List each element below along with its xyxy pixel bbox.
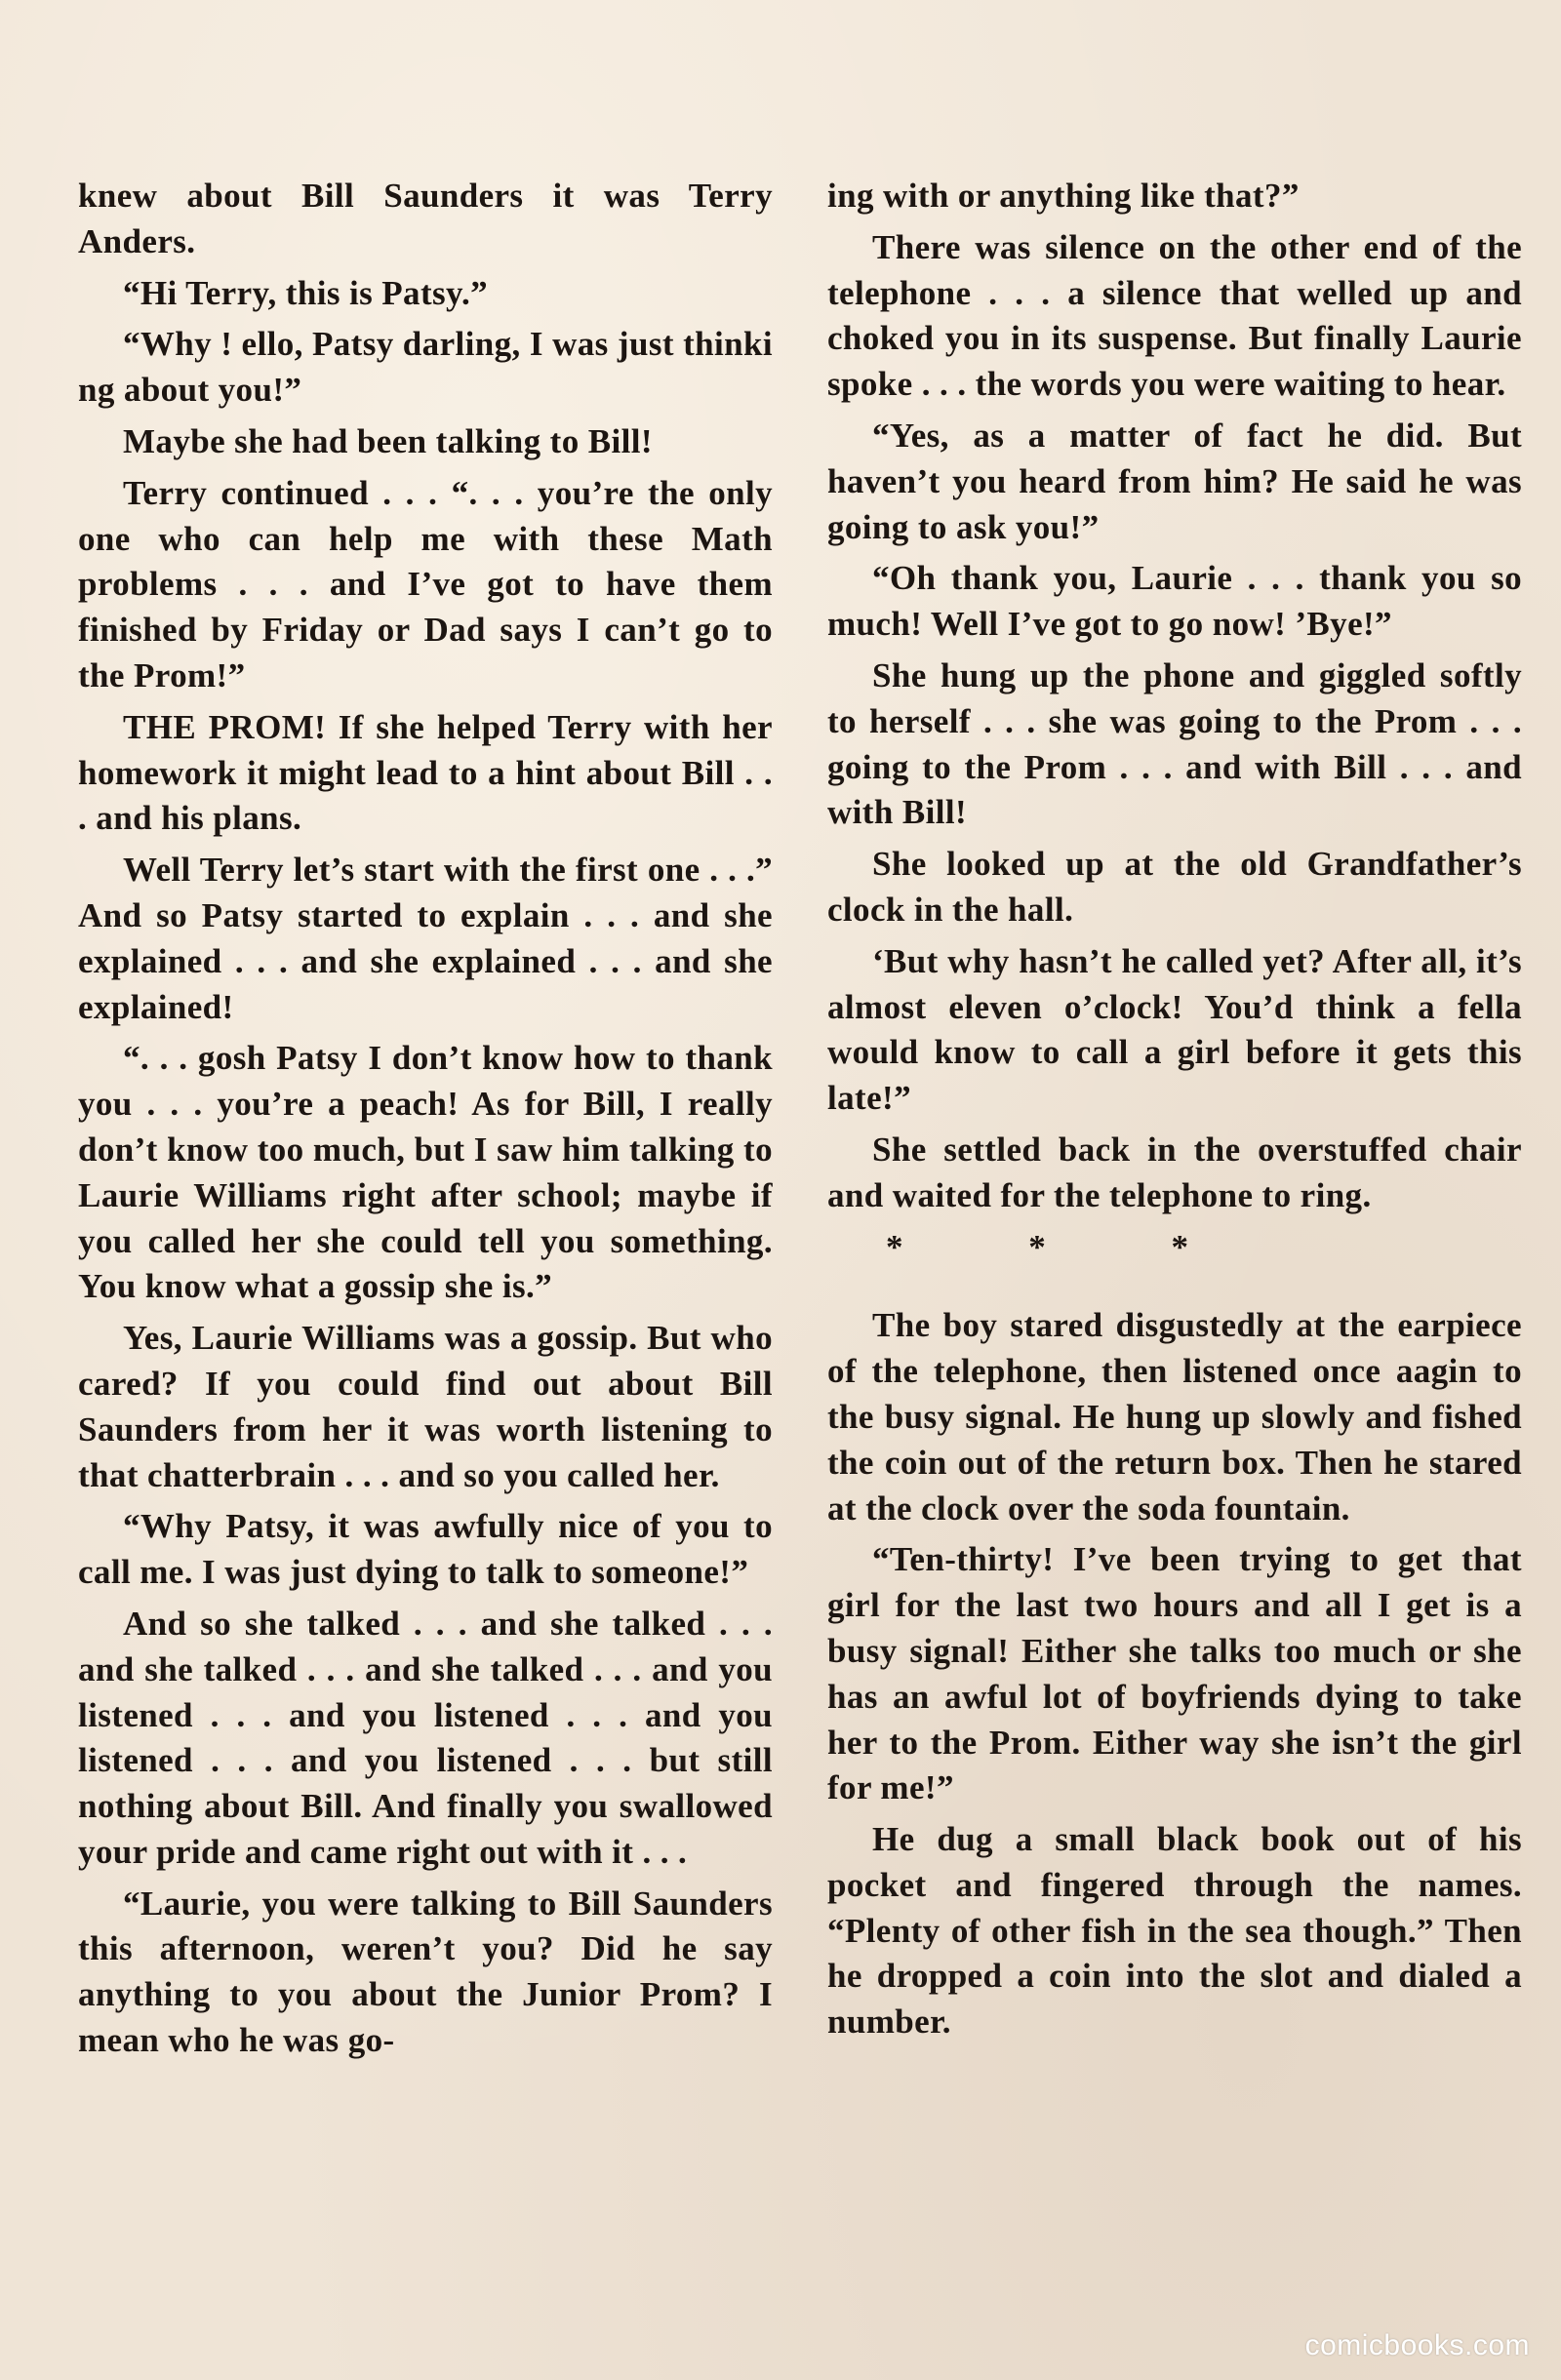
paragraph: She settled back in the overstuffed chair and waited for the telephone to ring. (827, 1130, 1522, 1214)
paragraph: There was silence on the other end of the telephone . . . a silence that welled up and choked you in its suspense. But finally Laurie spoke . . . the words you were waiting to hear. (827, 227, 1522, 404)
paragraph: “Ten-thirty! I’ve been trying to get that girl for the last two hours and all I get is a busy signal! Either she talks too much or she has an awful lot of boyfriends dying to take her to the Prom. Either way she isn’t the girl for me!” (827, 1540, 1522, 1807)
paragraph: “Yes, as a matter of fact he did. But haven’t you heard from him? He said he was going to ask you!” (827, 416, 1522, 546)
paragraph: ing with or anything like that?” (827, 177, 1300, 215)
paragraph: “Hi Terry, this is Patsy.” (123, 273, 489, 312)
paragraph: Terry continued . . . “. . . you’re the only one who can help me with these Math problems . . . and I’ve got to have them finished by Friday or Dad says I can’t go to the Prom!” (78, 473, 773, 694)
left-text-column (78, 174, 773, 2070)
paragraph: ‘But why hasn’t he called yet? After all, it’s almost eleven o’clock! You’d think a fella would know to call a girl before it gets this late!” (827, 941, 1522, 1118)
paragraph: THE PROM! If she helped Terry with her homework it might lead to a hint about Bill . . . and his plans. (78, 707, 773, 838)
scene-break-separator: * * * (886, 1227, 1247, 1266)
paragraph: She looked up at the old Grandfather’s clock in the hall. (827, 845, 1522, 929)
site-watermark: comicbooks.com (1304, 2329, 1530, 2361)
right-text-column (827, 174, 1522, 2051)
paragraph: He dug a small black book out of his pocket and fingered through the names. “Plenty of other fish in the sea though.” Then he dropped a coin into the slot and dialed a number. (827, 1820, 1522, 2042)
paragraph: Well Terry let’s start with the first one . . .” And so Patsy started to explain . . . and she explained . . . and she explained . . . and she explained! (78, 851, 773, 1026)
paragraph: She hung up the phone and giggled softly to herself . . . she was going to the Prom . . . going to the Prom . . . and with Bill . . . and with Bill! (827, 655, 1522, 832)
paragraph: “. . . gosh Patsy I don’t know how to thank you . . . you’re a peach! As for Bill, I really don’t know too much, but I saw him talking to Laurie Williams right after school; maybe if you called her she could tell you something. You know what a gossip she is.” (78, 1039, 773, 1306)
paragraph: And so she talked . . . and she talked . . . and she talked . . . and she talked . . . and you listened . . . and you listened . . . and you listened . . . and you listened . . . but still nothing about Bill. And finally you swallowed your pride and came right out with it . . . (78, 1604, 773, 1871)
paragraph: “Why ! ello, Patsy darling, I was just thinki ng about you!” (78, 325, 773, 410)
paragraph: Maybe she had been talking to Bill! (123, 421, 653, 460)
paragraph: “Why Patsy, it was awfully nice of you to call me. I was just dying to talk to someone!” (78, 1507, 773, 1592)
paragraph: knew about Bill Saunders it was Terry Anders. (78, 177, 773, 260)
paragraph: The boy stared disgustedly at the earpiece of the telephone, then listened once aagin to the busy signal. He hung up slowly and fished the coin out of the return box. Then he stared at the clock over the soda fountain. (827, 1306, 1522, 1527)
paragraph: “Laurie, you were talking to Bill Saunders this afternoon, weren’t you? Did he say anything to you about the Junior Prom? I mean who he was go- (78, 1884, 773, 2060)
paragraph: “Oh thank you, Laurie . . . thank you so much! Well I’ve got to go now! ’Bye!” (827, 559, 1522, 644)
paragraph: Yes, Laurie Williams was a gossip. But who cared? If you could find out about Bill Saunders from her it was worth listening to that chatterbrain . . . and so you called her. (78, 1319, 773, 1494)
